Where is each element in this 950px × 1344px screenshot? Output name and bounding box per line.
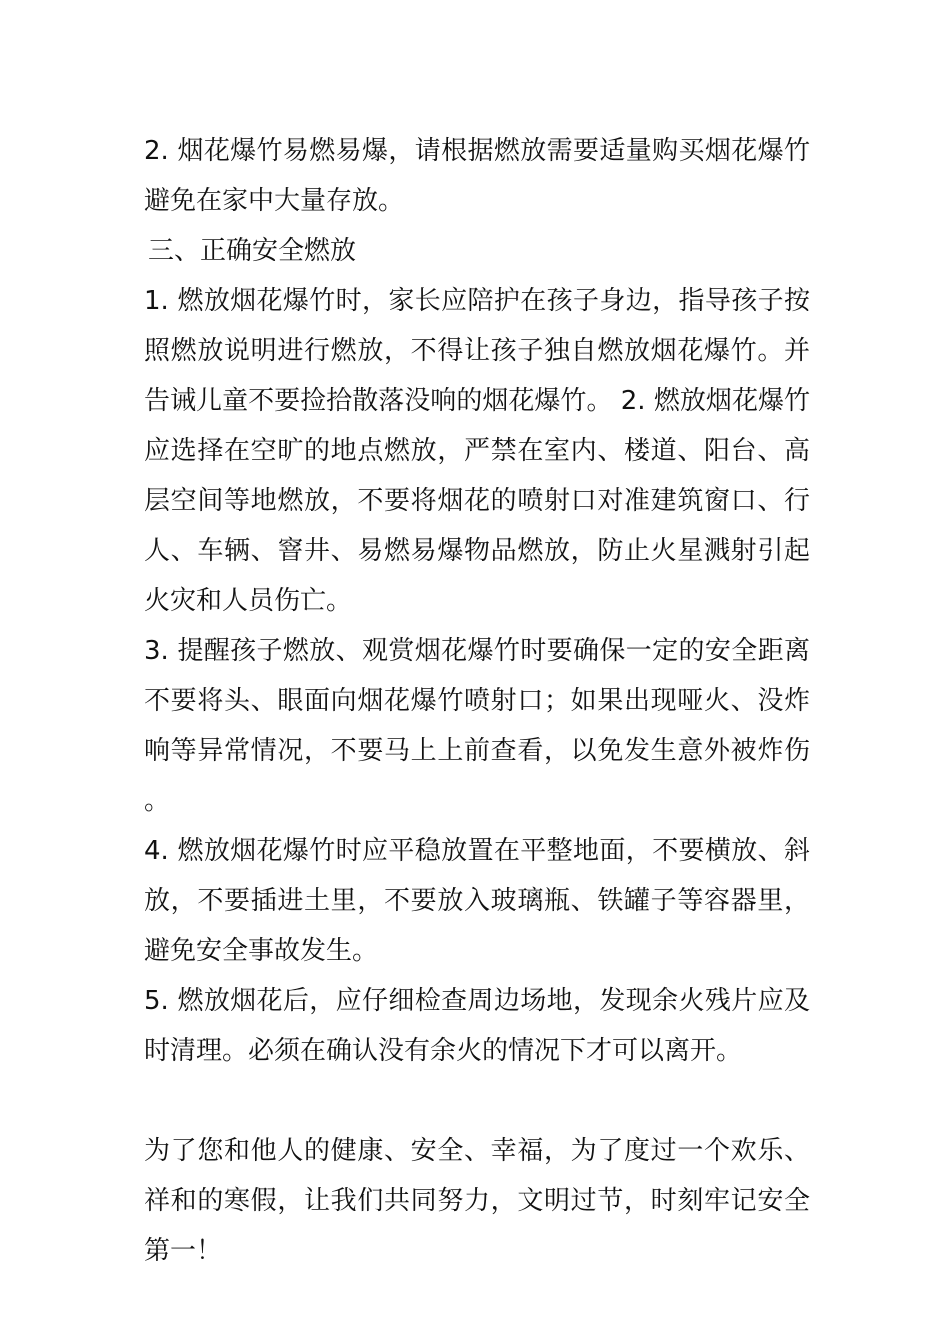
document-body <box>144 126 810 1276</box>
paragraph-item-3: 3. 提醒孩子燃放、观赏烟花爆竹时要确保一定的安全距离不要将头、眼面向烟花爆竹喷射口；如果出现哑火、没炸响等异常情况，不要马上上前查看，以免发生意外被炸伤。 <box>144 636 810 816</box>
paragraph-closing: 为了您和他人的健康、安全、幸福，为了度过一个欢乐、祥和的寒假，让我们共同努力，文明过节，时刻牢记安全第一！ <box>144 1136 810 1266</box>
paragraph-storage-advice: 2. 烟花爆竹易燃易爆，请根据燃放需要适量购买烟花爆竹避免在家中大量存放。 <box>144 136 810 216</box>
paragraph-item-5: 5. 燃放烟花后，应仔细检查周边场地，发现余火残片应及时清理。必须在确认没有余火的情况下才可以离开。 <box>144 986 810 1066</box>
paragraph-spacer <box>144 1076 810 1126</box>
paragraph-item-4: 4. 燃放烟花爆竹时应平稳放置在平整地面，不要横放、斜放，不要插进土里，不要放入玻璃瓶、铁罐子等容器里，避免安全事故发生。 <box>144 836 810 966</box>
paragraph-item-1-2: 1. 燃放烟花爆竹时，家长应陪护在孩子身边，指导孩子按照燃放说明进行燃放，不得让孩子独自燃放烟花爆竹。并告诫儿童不要捡拾散落没响的烟花爆竹。 2. 燃放烟花爆竹应选择在空旷的地点燃放，严禁在室内、楼道、阳台、高层空间等地燃放，不要将烟花的喷射口对准建筑窗口、行人、车辆、窨井、易燃易爆物品燃放，防止火星溅射引起火灾和人员伤亡。 <box>144 286 810 616</box>
section-heading-safe-ignition: 三、正确安全燃放 <box>148 236 357 266</box>
